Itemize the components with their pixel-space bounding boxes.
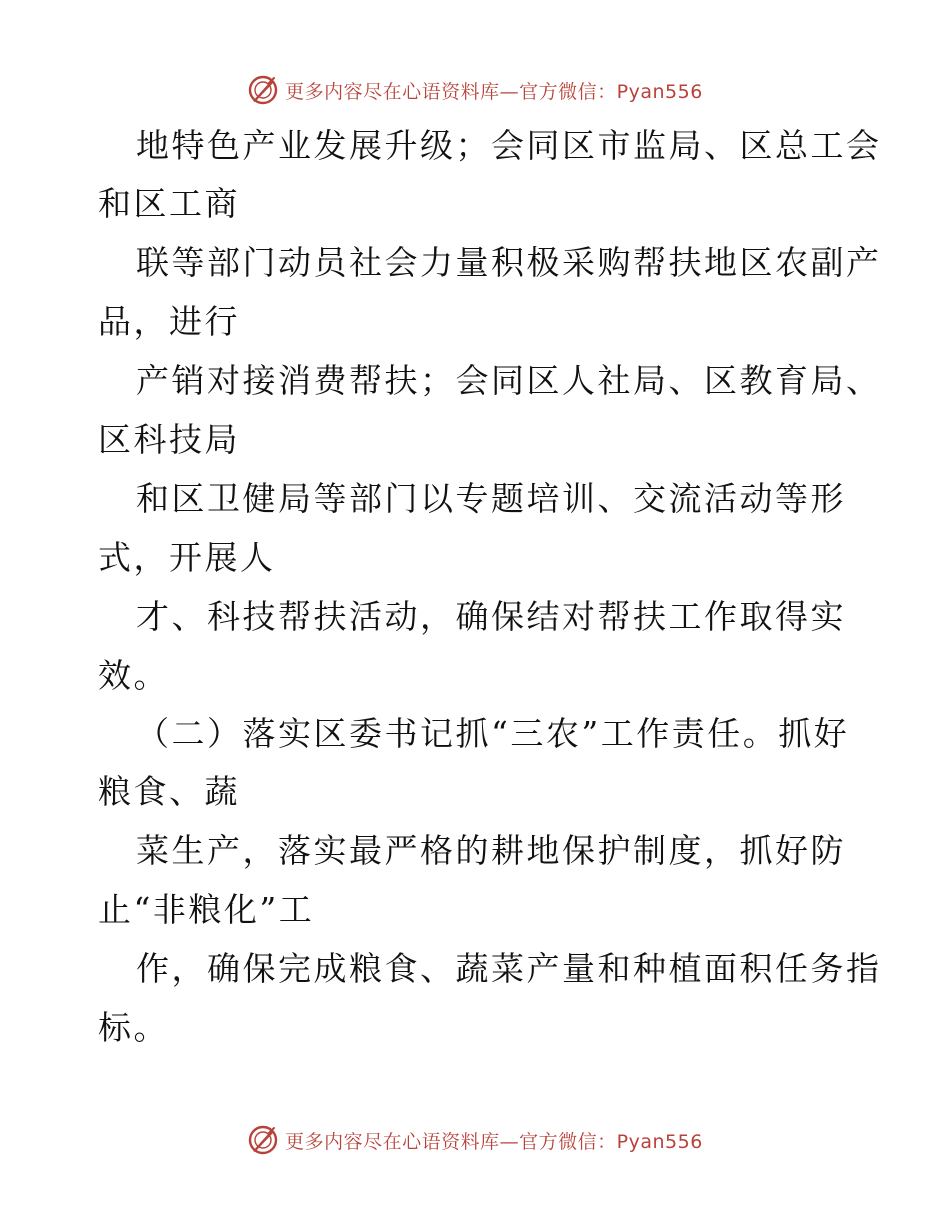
body-line: 地特色产业发展升级；会同区市监局、区总工会: [136, 126, 882, 165]
watermark-wechat-id: Pyan556: [616, 80, 703, 103]
body-line: 粮食、蔬: [98, 772, 240, 811]
quill-pen-logo-icon: [247, 1124, 279, 1156]
body-line: 标。: [98, 1008, 169, 1047]
body-line: 区科技局: [98, 420, 240, 459]
body-line: 和区卫健局等部门以专题培训、交流活动等形: [136, 479, 846, 518]
watermark-text: 更多内容尽在心语资料库—官方微信：Pyan556: [285, 1130, 703, 1153]
body-line: 联等部门动员社会力量积极采购帮扶地区农副产: [136, 243, 882, 282]
body-line: 效。: [98, 656, 169, 695]
body-line: 式，开展人: [98, 538, 276, 577]
body-line: （二）落实区委书记抓“三农”工作责任。抓好: [136, 714, 850, 753]
body-line: 菜生产，落实最严格的耕地保护制度，抓好防: [136, 831, 846, 870]
body-line: 和区工商: [98, 184, 240, 223]
quill-pen-logo-icon: [247, 74, 279, 106]
watermark-text: 更多内容尽在心语资料库—官方微信：Pyan556: [285, 80, 703, 103]
body-line: 作，确保完成粮食、蔬菜产量和种植面积任务指: [136, 949, 882, 988]
body-line: 止“非粮化”工: [98, 890, 315, 929]
body-line: 产销对接消费帮扶；会同区人社局、区教育局、: [136, 361, 882, 400]
footer-watermark: [0, 1120, 950, 1160]
header-watermark: [0, 70, 950, 110]
watermark-wechat-id: Pyan556: [616, 1130, 703, 1153]
body-line: 品，进行: [98, 302, 240, 341]
body-line: 才、科技帮扶活动，确保结对帮扶工作取得实: [136, 597, 846, 636]
